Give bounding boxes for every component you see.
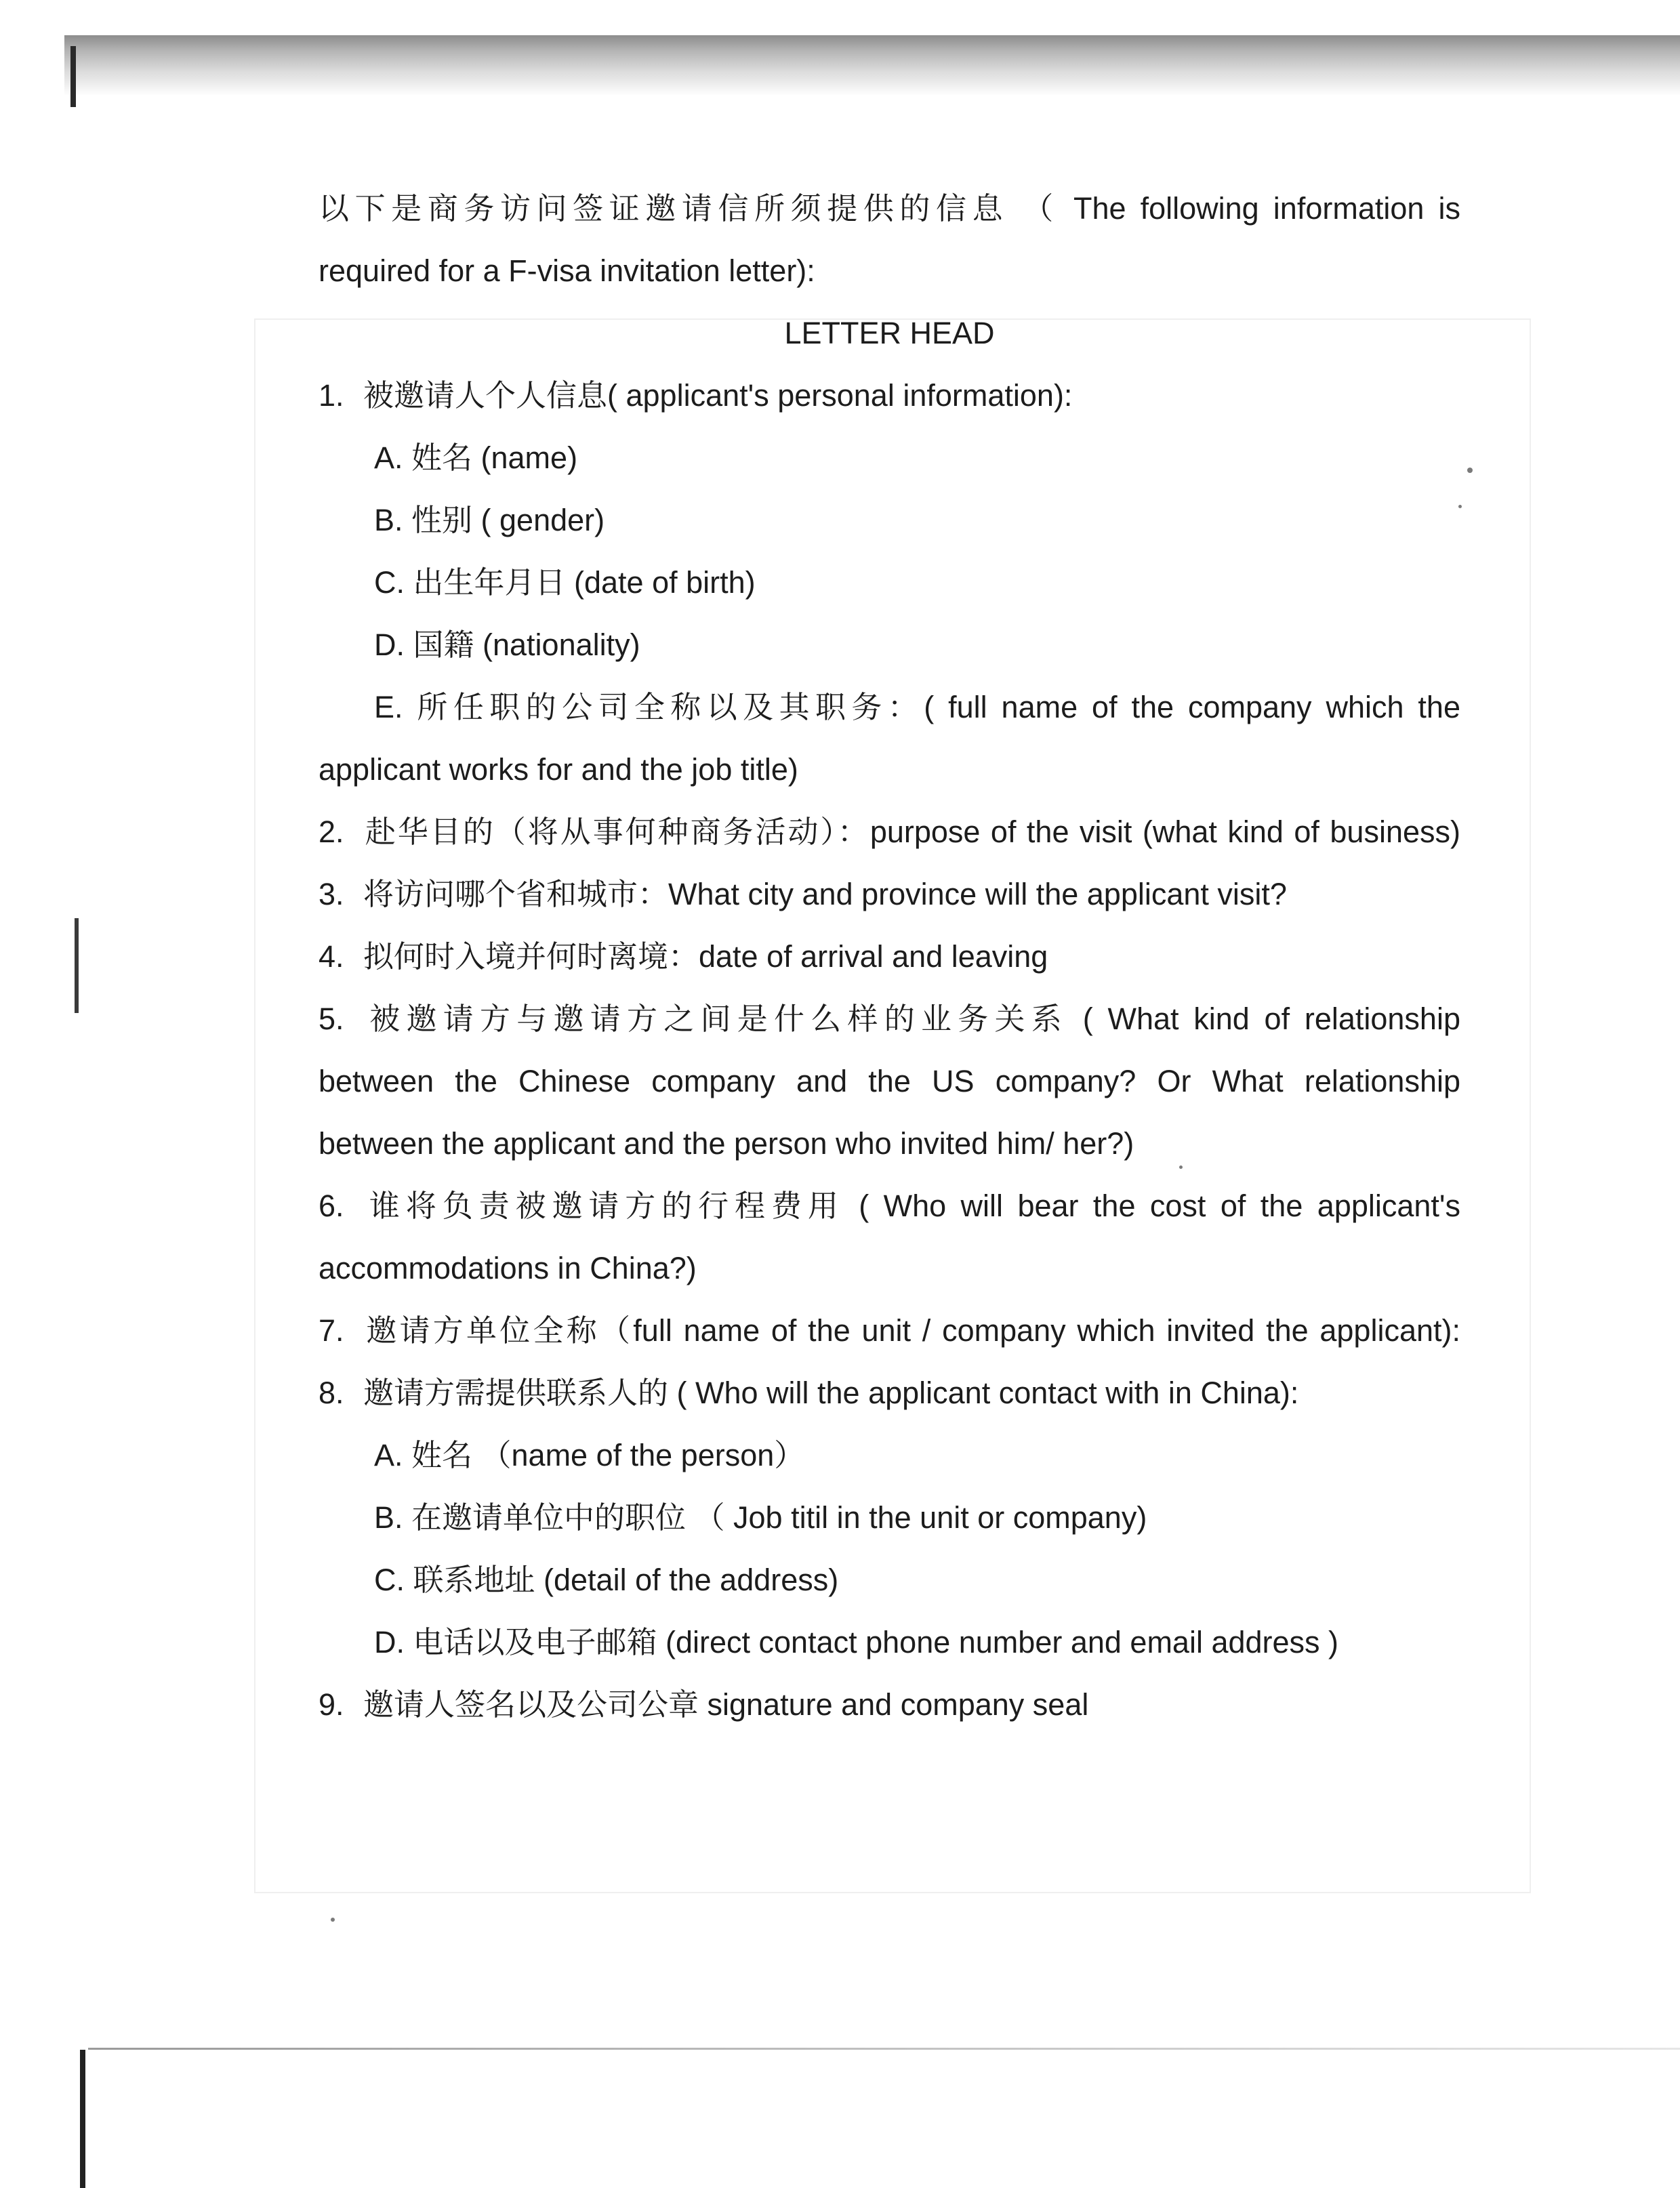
item-number: 4.	[319, 939, 344, 974]
item-number: 2.	[319, 814, 344, 849]
item-text: 谁将负责被邀请方的行程费用 ( Who will bear the cost of the applicant's	[363, 1189, 1460, 1223]
scan-edge-left-bottom	[80, 2050, 85, 2188]
item-text: 被邀请人个人信息( applicant's personal information):	[363, 378, 1073, 413]
item-5-continued: between the Chinese company and the US company? Or What relationship	[319, 1064, 1460, 1098]
document-body	[319, 178, 1460, 1736]
intro-line-1: 以下是商务访问签证邀请信所须提供的信息 （ The following information is	[319, 191, 1460, 226]
scan-shadow-top	[64, 35, 1680, 96]
subitem-address: C. 联系地址 (detail of the address)	[374, 1563, 839, 1597]
subitem-nationality: D. 国籍 (nationality)	[374, 627, 640, 662]
scan-speck	[1467, 468, 1473, 473]
item-5-continued: between the applicant and the person who invited him/ her?)	[319, 1126, 1134, 1161]
item-text: 邀请方单位全称（full name of the unit / company which invited the applicant):	[363, 1313, 1460, 1348]
item-text: 拟何时入境并何时离境：date of arrival and leaving	[363, 939, 1048, 974]
item-6-continued: accommodations in China?)	[319, 1251, 697, 1285]
item-number: 5.	[319, 1002, 344, 1036]
item-4	[319, 926, 1460, 988]
subitem-company-job-continued: applicant works for and the job title)	[319, 752, 798, 787]
intro-line-2: required for a F-visa invitation letter):	[319, 253, 815, 288]
subitem-job-title: B. 在邀请单位中的职位 （ Job titil in the unit or company)	[374, 1500, 1147, 1535]
item-number: 6.	[319, 1189, 344, 1223]
subitem-name: A. 姓名 (name)	[374, 440, 578, 475]
item-number: 3.	[319, 877, 344, 911]
item-text: 被邀请方与邀请方之间是什么样的业务关系 ( What kind of relationship	[363, 1002, 1460, 1036]
item-9	[319, 1674, 1460, 1736]
item-number: 9.	[319, 1687, 344, 1722]
item-number: 7.	[319, 1313, 344, 1348]
item-1	[319, 365, 1460, 427]
item-text: 邀请方需提供联系人的 ( Who will the applicant contact with in China):	[363, 1376, 1299, 1410]
scan-edge-left-mid	[75, 918, 79, 1013]
item-5	[319, 988, 1460, 1050]
item-7	[319, 1300, 1460, 1362]
item-text: 邀请人签名以及公司公章 signature and company seal	[363, 1687, 1089, 1722]
scan-edge-bottom	[88, 2048, 1680, 2050]
scan-speck	[331, 1918, 335, 1922]
subitem-phone-email: D. 电话以及电子邮箱 (direct contact phone number and email address )	[374, 1625, 1339, 1659]
subitem-company-job: E. 所任职的公司全称以及其职务：( full name of the company which the	[374, 690, 1460, 724]
item-2	[319, 801, 1460, 863]
item-text: 赴华目的（将从事何种商务活动）：purpose of the visit (what kind of business)	[363, 814, 1460, 849]
item-number: 1.	[319, 378, 344, 413]
subitem-contact-name: A. 姓名 （name of the person）	[374, 1438, 805, 1472]
item-8	[319, 1362, 1460, 1424]
subitem-gender: B. 性别 ( gender)	[374, 503, 605, 537]
scan-edge-left-top	[70, 46, 76, 107]
item-number: 8.	[319, 1376, 344, 1410]
item-6	[319, 1175, 1460, 1237]
item-3	[319, 863, 1460, 926]
letter-head: LETTER HEAD	[784, 316, 995, 350]
item-text: 将访问哪个省和城市：What city and province will the applicant visit?	[363, 877, 1287, 911]
subitem-date-of-birth: C. 出生年月日 (date of birth)	[374, 565, 756, 600]
